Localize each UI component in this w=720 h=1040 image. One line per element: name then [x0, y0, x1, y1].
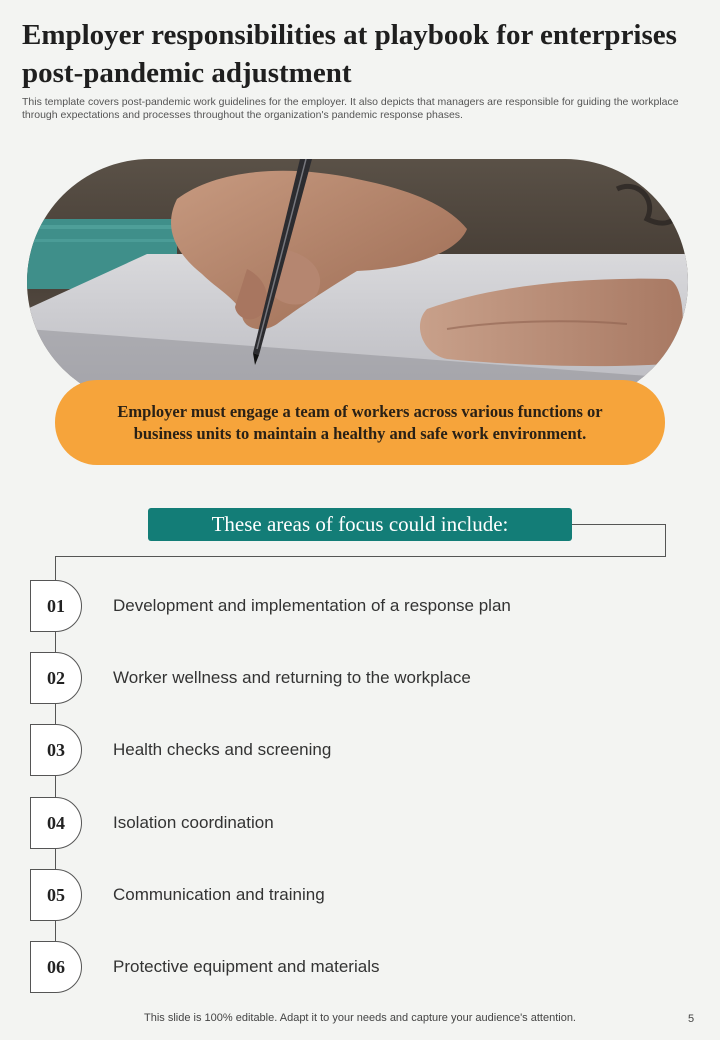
item-label: Health checks and screening — [113, 740, 332, 759]
item-label: Communication and training — [113, 885, 325, 904]
footer-note: This slide is 100% editable. Adapt it to your needs and capture your audience's attention. — [144, 1012, 576, 1024]
item-label: Worker wellness and returning to the workplace — [113, 668, 471, 687]
list-item — [30, 869, 670, 921]
callout-banner: Employer must engage a team of workers across various functions or business units to maintain a healthy and safe work environment. — [55, 380, 665, 465]
list-item — [30, 941, 670, 993]
item-number-badge: 04 — [30, 797, 82, 849]
list-item — [30, 797, 670, 849]
list-item — [30, 724, 670, 776]
item-number-badge: 03 — [30, 724, 82, 776]
item-number-badge: 05 — [30, 869, 82, 921]
page-subtitle: This template covers post-pandemic work guidelines for the employer. It also depicts that managers are responsible for guiding the workplace through expectations and processes throughout the organization's pandemic response phases. — [22, 96, 679, 121]
list-item — [30, 580, 670, 632]
page-number: 5 — [688, 1013, 695, 1025]
item-number-badge: 02 — [30, 652, 82, 704]
item-label: Protective equipment and materials — [113, 957, 380, 976]
focus-areas-header: These areas of focus could include: — [148, 508, 572, 541]
list-item — [30, 652, 670, 704]
item-number-badge: 06 — [30, 941, 82, 993]
item-label: Isolation coordination — [113, 813, 274, 832]
item-label: Development and implementation of a response plan — [113, 596, 511, 615]
page-title: Employer responsibilities at playbook for enterprises post-pandemic adjustment — [22, 19, 677, 89]
item-number-badge: 01 — [30, 580, 82, 632]
